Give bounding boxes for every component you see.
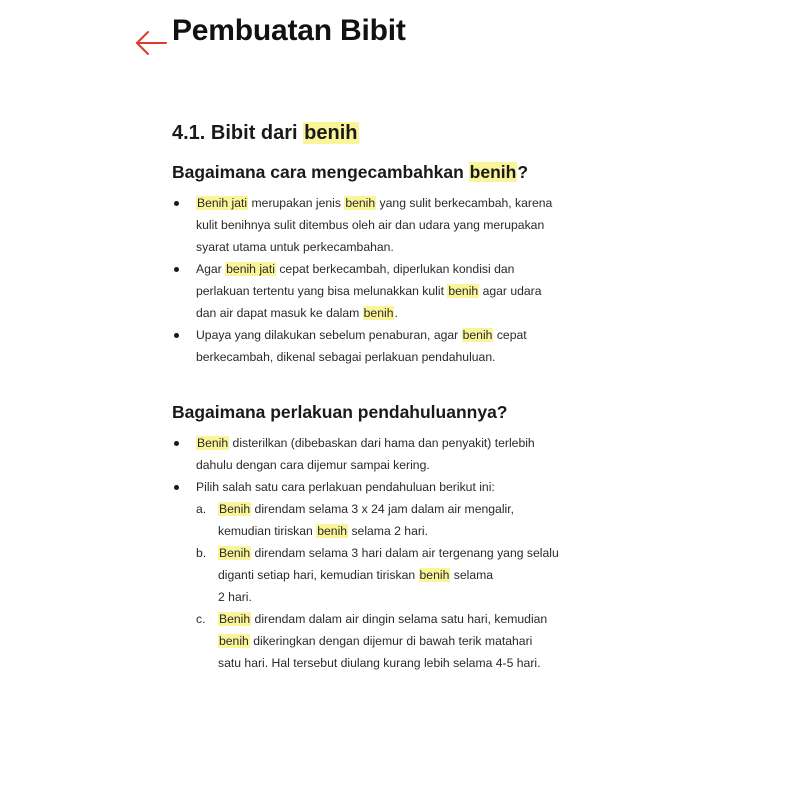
list-item: Pilih salah satu cara perlakuan pendahuluan berikut ini: [172,476,642,498]
sub-list-item: b. Benih direndam selama 3 hari dalam air tergenang yang selalu diganti setiap hari, kemudian tiriskan benih selama 2 hari. [172,542,642,608]
list-marker: b. [196,546,207,560]
bullet-list-1 [172,192,642,368]
sub-list-item: a. Benih direndam selama 3 x 24 jam dalam air mengalir, kemudian tiriskan benih selama 2 hari. [172,498,642,542]
list-item: Agar benih jati cepat berkecambah, diperlukan kondisi dan perlakuan tertentu yang bisa melunakkan kulit benih agar udara dan air dapat masuk ke dalam benih. [172,258,642,324]
list-marker: a. [196,502,207,516]
arrow-left-icon [133,26,167,60]
highlighted-term: benih [304,122,358,144]
question-heading-2: Bagaimana perlakuan pendahuluannya? [172,402,508,422]
bullet-list-2 [172,432,642,498]
back-button[interactable] [133,26,167,60]
sub-list-item: c. Benih direndam dalam air dingin selama satu hari, kemudian benih dikeringkan dengan dijemur di bawah terik matahari satu hari. Hal tersebut diulang kurang lebih selama 4-5 hari. [172,608,642,674]
section-title: 4.1. Bibit dari benih [172,122,358,144]
document-body [172,117,642,674]
top-bar [0,0,800,70]
list-item: Upaya yang dilakukan sebelum penaburan, agar benih cepat berkecambah, dikenal sebagai perlakuan pendahuluan. [172,324,642,368]
list-item: Benih jati merupakan jenis benih yang sulit berkecambah, karena kulit benihnya sulit ditembus oleh air dan udara yang merupakan syarat utama untuk perkecambahan. [172,192,642,258]
list-item: Benih disterilkan (dibebaskan dari hama dan penyakit) terlebih dahulu dengan cara dijemur sampai kering. [172,432,642,476]
question-heading-1: Bagaimana cara mengecambahkan benih? [172,162,529,182]
page-title: Pembuatan Bibit [172,14,406,47]
highlighted-term: benih [469,162,517,182]
sub-list [172,498,642,674]
list-marker: c. [196,612,206,626]
